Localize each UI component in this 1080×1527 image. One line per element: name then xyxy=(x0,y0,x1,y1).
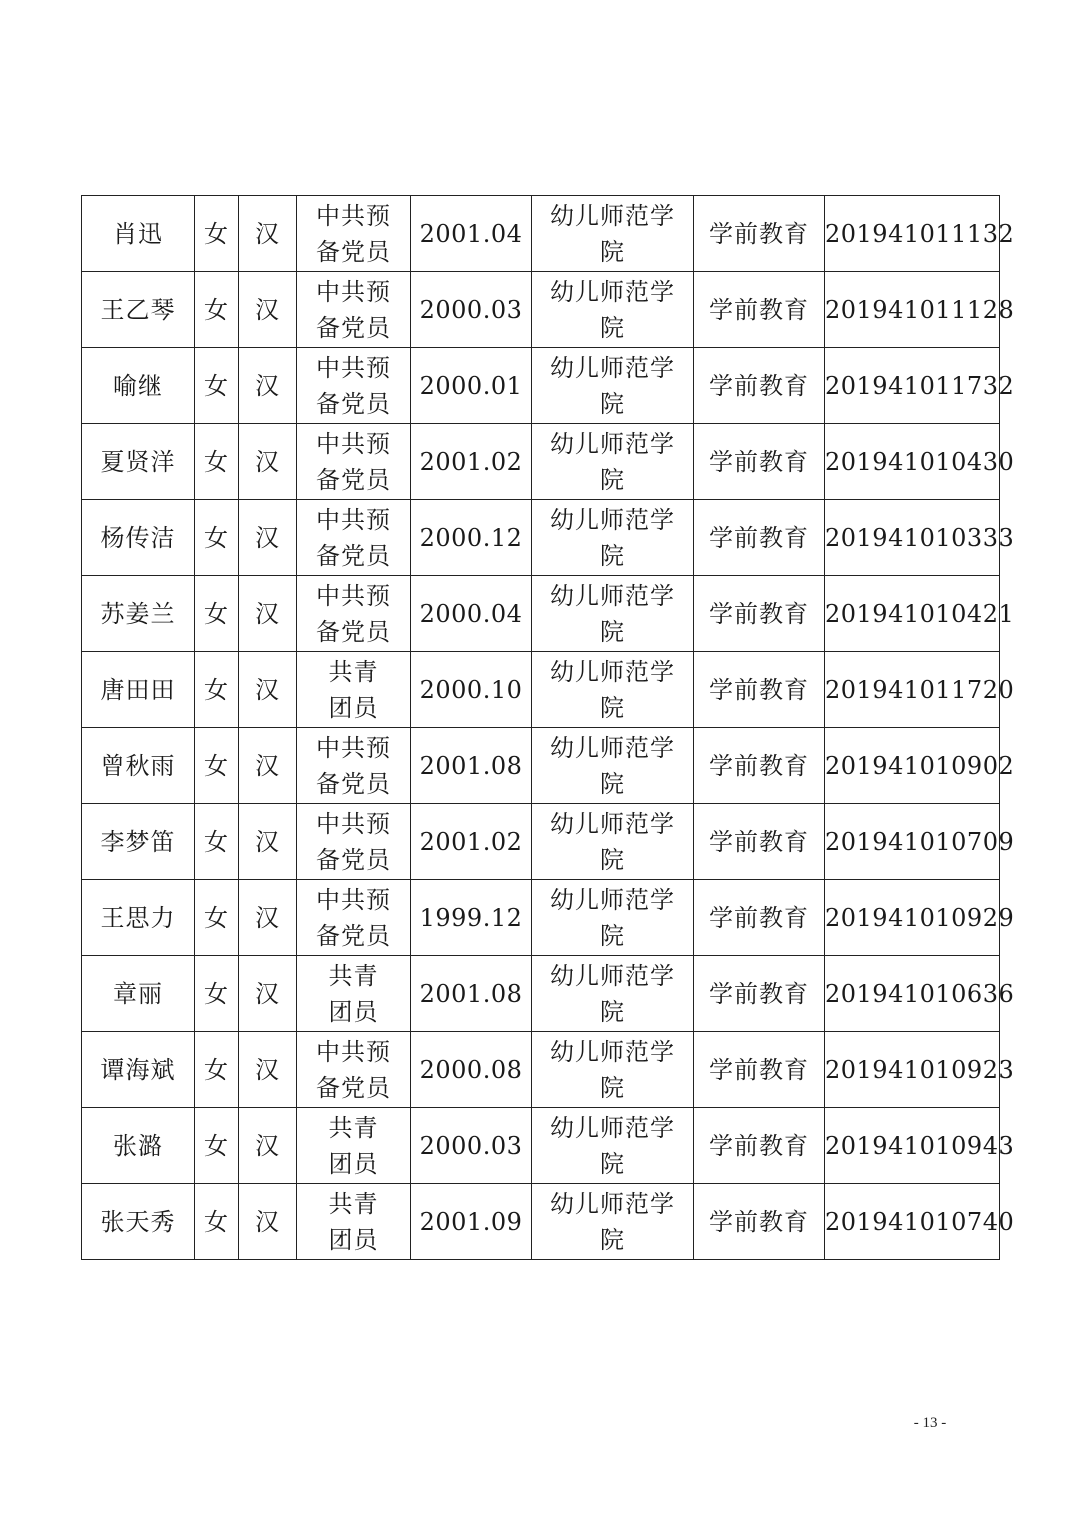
political-status-cell-line: 备党员 xyxy=(316,541,391,570)
college-cell xyxy=(532,956,694,1032)
political-status-cell-line: 共青 xyxy=(328,1189,379,1218)
name-cell: 王思力 xyxy=(82,880,195,956)
political-status-cell-line: 中共预 xyxy=(316,733,391,762)
college-cell-line: 幼儿师范学 xyxy=(550,581,675,610)
major-cell: 学前教育 xyxy=(694,1184,825,1260)
name-cell: 张天秀 xyxy=(82,1184,195,1260)
gender-cell: 女 xyxy=(195,196,239,272)
college-cell-line: 院 xyxy=(600,541,625,570)
gender-cell: 女 xyxy=(195,348,239,424)
college-cell-line: 院 xyxy=(600,1225,625,1254)
gender-cell: 女 xyxy=(195,576,239,652)
college-cell-line: 院 xyxy=(600,693,625,722)
college-cell-line: 幼儿师范学 xyxy=(550,961,675,990)
ethnicity-cell: 汉 xyxy=(239,272,297,348)
birth-date-cell: 2001.02 xyxy=(411,804,532,880)
political-status-cell xyxy=(297,1032,411,1108)
political-status-cell-line: 备党员 xyxy=(316,617,391,646)
birth-date-cell: 2000.03 xyxy=(411,1108,532,1184)
political-status-cell-line: 备党员 xyxy=(316,465,391,494)
political-status-cell-line: 中共预 xyxy=(316,505,391,534)
major-cell: 学前教育 xyxy=(694,196,825,272)
table-row xyxy=(82,956,1000,1032)
major-cell: 学前教育 xyxy=(694,880,825,956)
name-cell: 章丽 xyxy=(82,956,195,1032)
birth-date-cell: 1999.12 xyxy=(411,880,532,956)
college-cell-line: 院 xyxy=(600,237,625,266)
ethnicity-cell: 汉 xyxy=(239,728,297,804)
college-cell xyxy=(532,424,694,500)
gender-cell: 女 xyxy=(195,880,239,956)
college-cell-line: 院 xyxy=(600,1073,625,1102)
student-id-cell: 201941010333 xyxy=(825,500,1000,576)
political-status-cell-line: 中共预 xyxy=(316,581,391,610)
name-cell: 王乙琴 xyxy=(82,272,195,348)
college-cell-line: 幼儿师范学 xyxy=(550,809,675,838)
political-status-cell xyxy=(297,956,411,1032)
college-cell-line: 幼儿师范学 xyxy=(550,1113,675,1142)
table-row xyxy=(82,272,1000,348)
ethnicity-cell: 汉 xyxy=(239,652,297,728)
major-cell: 学前教育 xyxy=(694,956,825,1032)
gender-cell: 女 xyxy=(195,500,239,576)
college-cell xyxy=(532,196,694,272)
major-cell: 学前教育 xyxy=(694,804,825,880)
major-cell: 学前教育 xyxy=(694,424,825,500)
major-cell: 学前教育 xyxy=(694,1032,825,1108)
political-status-cell-line: 共青 xyxy=(328,961,379,990)
student-id-cell: 201941011720 xyxy=(825,652,1000,728)
college-cell xyxy=(532,652,694,728)
ethnicity-cell: 汉 xyxy=(239,1184,297,1260)
political-status-cell-line: 团员 xyxy=(328,1149,379,1178)
college-cell xyxy=(532,728,694,804)
college-cell-line: 院 xyxy=(600,997,625,1026)
birth-date-cell: 2001.08 xyxy=(411,728,532,804)
college-cell-line: 幼儿师范学 xyxy=(550,885,675,914)
political-status-cell-line: 备党员 xyxy=(316,921,391,950)
political-status-cell xyxy=(297,1108,411,1184)
major-cell: 学前教育 xyxy=(694,652,825,728)
table-row xyxy=(82,1108,1000,1184)
major-cell: 学前教育 xyxy=(694,500,825,576)
political-status-cell-line: 中共预 xyxy=(316,353,391,382)
college-cell-line: 院 xyxy=(600,845,625,874)
college-cell-line: 院 xyxy=(600,617,625,646)
college-cell-line: 幼儿师范学 xyxy=(550,1037,675,1066)
gender-cell: 女 xyxy=(195,1108,239,1184)
birth-date-cell: 2000.01 xyxy=(411,348,532,424)
college-cell xyxy=(532,1032,694,1108)
political-status-cell xyxy=(297,880,411,956)
roster-body xyxy=(82,196,1015,1260)
name-cell: 曾秋雨 xyxy=(82,728,195,804)
gender-cell: 女 xyxy=(195,1032,239,1108)
birth-date-cell: 2001.09 xyxy=(411,1184,532,1260)
student-id-cell: 201941010430 xyxy=(825,424,1000,500)
ethnicity-cell: 汉 xyxy=(239,348,297,424)
college-cell-line: 院 xyxy=(600,921,625,950)
student-id-cell: 201941010923 xyxy=(825,1032,1000,1108)
gender-cell: 女 xyxy=(195,804,239,880)
birth-date-cell: 2001.02 xyxy=(411,424,532,500)
college-cell xyxy=(532,576,694,652)
political-status-cell-line: 中共预 xyxy=(316,1037,391,1066)
name-cell: 杨传洁 xyxy=(82,500,195,576)
table-row xyxy=(82,880,1000,956)
major-cell: 学前教育 xyxy=(694,348,825,424)
student-id-cell: 201941011132 xyxy=(825,196,1000,272)
ethnicity-cell: 汉 xyxy=(239,1108,297,1184)
political-status-cell xyxy=(297,500,411,576)
political-status-cell-line: 备党员 xyxy=(316,845,391,874)
student-id-cell: 201941010740 xyxy=(825,1184,1000,1260)
table-row xyxy=(82,652,1000,728)
table-row xyxy=(82,424,1000,500)
name-cell: 苏姜兰 xyxy=(82,576,195,652)
name-cell: 李梦笛 xyxy=(82,804,195,880)
student-id-cell: 201941011128 xyxy=(825,272,1000,348)
ethnicity-cell: 汉 xyxy=(239,804,297,880)
political-status-cell xyxy=(297,196,411,272)
table-row xyxy=(82,1184,1000,1260)
ethnicity-cell: 汉 xyxy=(239,500,297,576)
college-cell xyxy=(532,272,694,348)
college-cell-line: 幼儿师范学 xyxy=(550,353,675,382)
ethnicity-cell: 汉 xyxy=(239,956,297,1032)
college-cell-line: 幼儿师范学 xyxy=(550,733,675,762)
college-cell-line: 幼儿师范学 xyxy=(550,1189,675,1218)
birth-date-cell: 2001.08 xyxy=(411,956,532,1032)
political-status-cell xyxy=(297,728,411,804)
college-cell-line: 院 xyxy=(600,1149,625,1178)
college-cell xyxy=(532,1184,694,1260)
major-cell: 学前教育 xyxy=(694,1108,825,1184)
ethnicity-cell: 汉 xyxy=(239,196,297,272)
college-cell xyxy=(532,500,694,576)
gender-cell: 女 xyxy=(195,956,239,1032)
political-status-cell xyxy=(297,1184,411,1260)
political-status-cell-line: 备党员 xyxy=(316,313,391,342)
birth-date-cell: 2000.12 xyxy=(411,500,532,576)
college-cell-line: 幼儿师范学 xyxy=(550,657,675,686)
college-cell xyxy=(532,804,694,880)
student-roster-table xyxy=(81,195,1015,1260)
political-status-cell-line: 备党员 xyxy=(316,237,391,266)
political-status-cell-line: 中共预 xyxy=(316,277,391,306)
page-number: - 13 - xyxy=(913,1415,947,1431)
political-status-cell-line: 共青 xyxy=(328,657,379,686)
political-status-cell xyxy=(297,804,411,880)
major-cell: 学前教育 xyxy=(694,272,825,348)
name-cell: 谭海斌 xyxy=(82,1032,195,1108)
college-cell xyxy=(532,880,694,956)
political-status-cell-line: 中共预 xyxy=(316,429,391,458)
name-cell: 夏贤洋 xyxy=(82,424,195,500)
table-row xyxy=(82,348,1000,424)
student-id-cell: 201941010902 xyxy=(825,728,1000,804)
political-status-cell-line: 备党员 xyxy=(316,389,391,418)
political-status-cell xyxy=(297,348,411,424)
student-id-cell: 201941010636 xyxy=(825,956,1000,1032)
ethnicity-cell: 汉 xyxy=(239,1032,297,1108)
college-cell-line: 院 xyxy=(600,313,625,342)
major-cell: 学前教育 xyxy=(694,576,825,652)
birth-date-cell: 2000.03 xyxy=(411,272,532,348)
political-status-cell xyxy=(297,272,411,348)
major-cell: 学前教育 xyxy=(694,728,825,804)
political-status-cell-line: 团员 xyxy=(328,1225,379,1254)
gender-cell: 女 xyxy=(195,272,239,348)
political-status-cell-line: 中共预 xyxy=(316,885,391,914)
table-row xyxy=(82,1032,1000,1108)
gender-cell: 女 xyxy=(195,1184,239,1260)
table-row xyxy=(82,500,1000,576)
table-row xyxy=(82,576,1000,652)
political-status-cell-line: 备党员 xyxy=(316,1073,391,1102)
college-cell-line: 院 xyxy=(600,389,625,418)
table-row xyxy=(82,728,1000,804)
student-id-cell: 201941011732 xyxy=(825,348,1000,424)
college-cell xyxy=(532,348,694,424)
political-status-cell xyxy=(297,652,411,728)
student-id-cell: 201941010709 xyxy=(825,804,1000,880)
college-cell xyxy=(532,1108,694,1184)
political-status-cell-line: 备党员 xyxy=(316,769,391,798)
ethnicity-cell: 汉 xyxy=(239,576,297,652)
political-status-cell xyxy=(297,576,411,652)
ethnicity-cell: 汉 xyxy=(239,424,297,500)
student-id-cell: 201941010943 xyxy=(825,1108,1000,1184)
gender-cell: 女 xyxy=(195,424,239,500)
name-cell: 喻继 xyxy=(82,348,195,424)
gender-cell: 女 xyxy=(195,728,239,804)
birth-date-cell: 2000.10 xyxy=(411,652,532,728)
student-id-cell: 201941010929 xyxy=(825,880,1000,956)
student-id-cell: 201941010421 xyxy=(825,576,1000,652)
political-status-cell xyxy=(297,424,411,500)
name-cell: 肖迅 xyxy=(82,196,195,272)
name-cell: 唐田田 xyxy=(82,652,195,728)
college-cell-line: 幼儿师范学 xyxy=(550,277,675,306)
ethnicity-cell: 汉 xyxy=(239,880,297,956)
birth-date-cell: 2000.04 xyxy=(411,576,532,652)
gender-cell: 女 xyxy=(195,652,239,728)
birth-date-cell: 2000.08 xyxy=(411,1032,532,1108)
political-status-cell-line: 中共预 xyxy=(316,809,391,838)
table-row xyxy=(82,196,1000,272)
college-cell-line: 幼儿师范学 xyxy=(550,429,675,458)
political-status-cell-line: 共青 xyxy=(328,1113,379,1142)
table-row xyxy=(82,804,1000,880)
political-status-cell-line: 中共预 xyxy=(316,201,391,230)
college-cell-line: 院 xyxy=(600,465,625,494)
college-cell-line: 院 xyxy=(600,769,625,798)
name-cell: 张潞 xyxy=(82,1108,195,1184)
college-cell-line: 幼儿师范学 xyxy=(550,201,675,230)
political-status-cell-line: 团员 xyxy=(328,693,379,722)
birth-date-cell: 2001.04 xyxy=(411,196,532,272)
political-status-cell-line: 团员 xyxy=(328,997,379,1026)
college-cell-line: 幼儿师范学 xyxy=(550,505,675,534)
